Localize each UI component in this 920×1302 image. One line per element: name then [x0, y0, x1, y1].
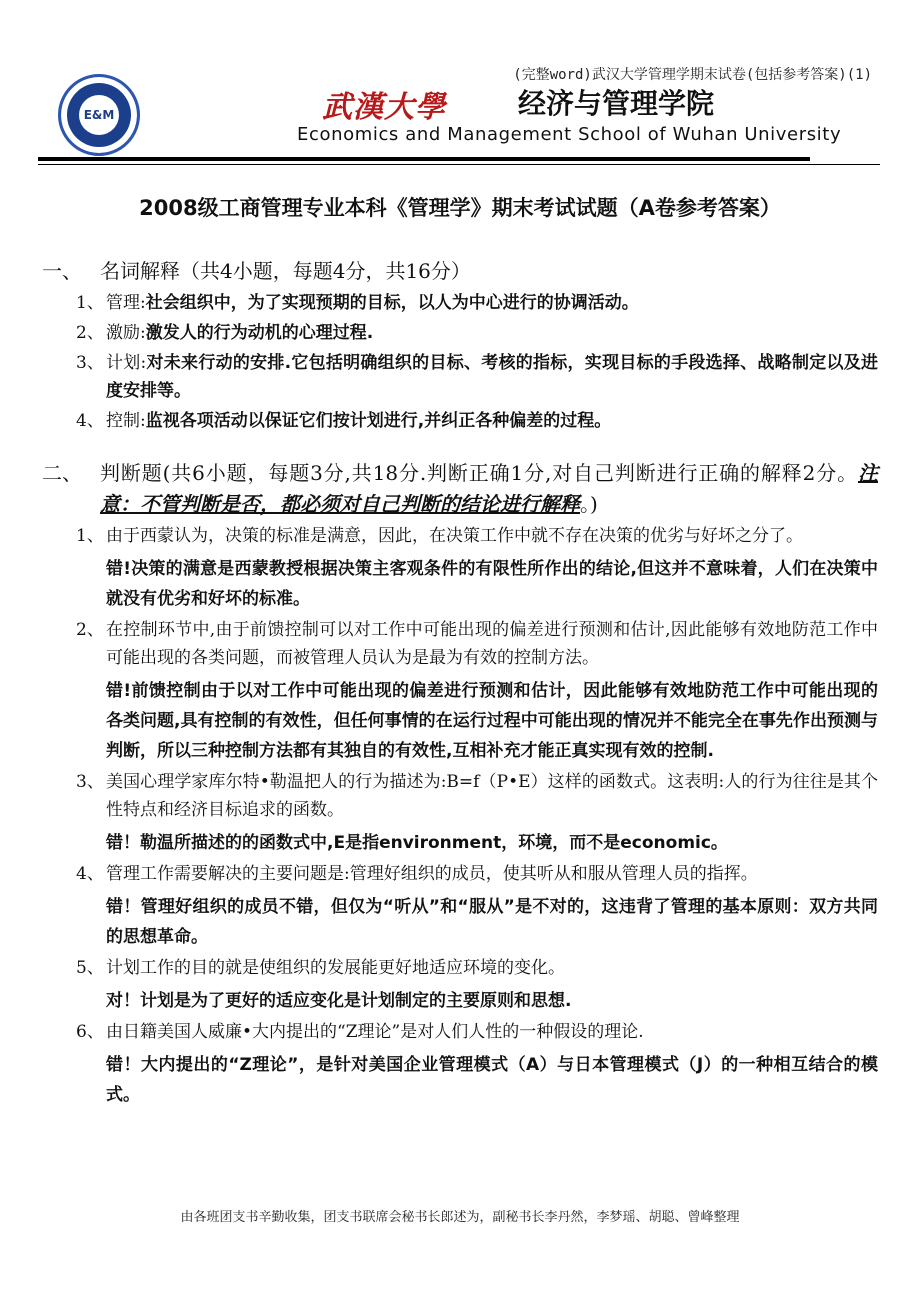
answer-text: 错！勒温所描述的的函数式中,E是指environment，环境，而不是economic。 — [106, 833, 728, 853]
item-number: 4、 — [76, 864, 104, 884]
term: 控制: — [106, 411, 146, 431]
definition: 社会组织中，为了实现预期的目标，以人为中心进行的协调活动。 — [145, 293, 639, 313]
item-text — [106, 349, 920, 405]
definition-item — [0, 349, 920, 405]
question-text: 管理工作需要解决的主要问题是:管理好组织的成员，使其听从和服从管理人员的指挥。 — [106, 864, 758, 884]
question-text: 由于西蒙认为，决策的标准是满意，因此，在决策工作中就不存在决策的优劣与好坏之分了。 — [106, 526, 803, 546]
answer-text: 错！大内提出的“Z理论”，是针对美国企业管理模式（A）与日本管理模式（J）的一种相互结合的模式。 — [106, 1055, 878, 1105]
question-text: 由日籍美国人威廉•大内提出的“Z理论”是对人们人性的一种假设的理论. — [106, 1022, 644, 1042]
school-name-english: Economics and Management School of Wuhan University — [297, 124, 842, 145]
question-item — [0, 954, 920, 982]
section-warning: 注意：不管判断是否，都必须对自己判断的结论进行解释 — [100, 461, 878, 516]
school-name-chinese: 经济与管理学院 — [518, 87, 715, 120]
answer-text: 错!决策的满意是西蒙教授根据决策主客观条件的有限性所作出的结论,但这并不意味着，人们在决策中就没有优劣和好坏的标准。 — [106, 559, 878, 609]
question-text: 美国心理学家库尔特•勒温把人的行为描述为:B=f（P•E）这样的函数式。这表明:人的行为往往是其个性特点和经济目标追求的函数。 — [106, 772, 878, 820]
question-text: 计划工作的目的就是使组织的发展能更好地适应环境的变化。 — [106, 958, 565, 978]
item-number: 3、 — [76, 772, 104, 792]
item-text — [106, 319, 920, 347]
section-number: 二、 — [42, 461, 82, 485]
section-heading-end: 。) — [580, 492, 598, 516]
header-rule-thin — [38, 164, 880, 165]
page-footer: 由各班团支书辛勤收集，团支书联席会秘书长郎述为，副秘书长李丹然，李梦瑶、胡聪、曾峰整理 — [180, 1210, 740, 1225]
section-true-false — [0, 458, 920, 1110]
answer-text: 对！计划是为了更好的适应变化是计划制定的主要原则和思想. — [106, 991, 572, 1011]
question-item — [0, 522, 920, 550]
definition: 对未来行动的安排.它包括明确组织的目标、考核的指标，实现目标的手段选择、战略制定以及进度安排等。 — [106, 353, 878, 401]
term: 管理: — [106, 293, 146, 313]
definition-item — [0, 407, 920, 435]
university-calligraphy-mark: 武漢大學 — [322, 90, 446, 125]
item-number: 3、 — [76, 353, 104, 373]
section-number: 一、 — [42, 259, 82, 283]
document-reference: (完整word)武汉大学管理学期末试卷(包括参考答案)(1) — [513, 67, 872, 83]
question-item — [0, 616, 920, 672]
section-definitions — [0, 256, 920, 435]
question-text: 在控制环节中,由于前馈控制可以对工作中可能出现的偏差进行预测和估计,因此能够有效地防范工作中可能出现的各类问题，而被管理人员认为是最为有效的控制方法。 — [106, 620, 878, 668]
exam-title: 2008级工商管理专业本科《管理学》期末考试试题（A卷参考答案） — [139, 196, 781, 220]
question-item — [0, 768, 920, 824]
item-number: 1、 — [76, 293, 104, 313]
term: 激励: — [106, 323, 146, 343]
definition-item — [0, 319, 920, 347]
section-heading — [0, 458, 920, 520]
section-instructions: 判断题(共6小题，每题3分,共18分.判断正确1分,对自己判断进行正确的解释2分。 — [100, 461, 858, 485]
answer-text: 错！管理好组织的成员不错，但仅为“听从”和“服从”是不对的，这违背了管理的基本原则：双方共同的思想革命。 — [106, 897, 878, 947]
item-number: 2、 — [76, 620, 104, 640]
header-rule-thick — [38, 157, 810, 161]
question-item — [0, 1018, 920, 1046]
item-text — [106, 289, 920, 317]
definition-item — [0, 289, 920, 317]
item-number: 4、 — [76, 411, 104, 431]
item-number: 5、 — [76, 958, 104, 978]
question-item — [0, 860, 920, 888]
section-title — [100, 458, 920, 520]
definition: 激发人的行为动机的心理过程. — [145, 323, 374, 343]
answer-text: 错!前馈控制由于以对工作中可能出现的偏差进行预测和估计，因此能够有效地防范工作中可能出现的各类问题,具有控制的有效性，但任何事情的在运行过程中可能出现的情况并不能完全在事先作出预测与判断，所以三种控制方法都有其独自的有效性,互相补充才能正真实现有效的控制. — [106, 681, 878, 761]
logo-center — [79, 95, 119, 135]
item-number: 2、 — [76, 323, 104, 343]
item-number: 6、 — [76, 1022, 104, 1042]
section-heading — [0, 256, 920, 287]
school-logo — [58, 74, 140, 156]
section-title: 名词解释（共4小题，每题4分，共16分） — [100, 259, 471, 283]
item-number: 1、 — [76, 526, 104, 546]
item-text — [106, 407, 920, 435]
logo-text: E&M — [83, 108, 115, 122]
term: 计划: — [106, 353, 147, 373]
definition: 监视各项活动以保证它们按计划进行,并纠正各种偏差的过程。 — [145, 411, 612, 431]
